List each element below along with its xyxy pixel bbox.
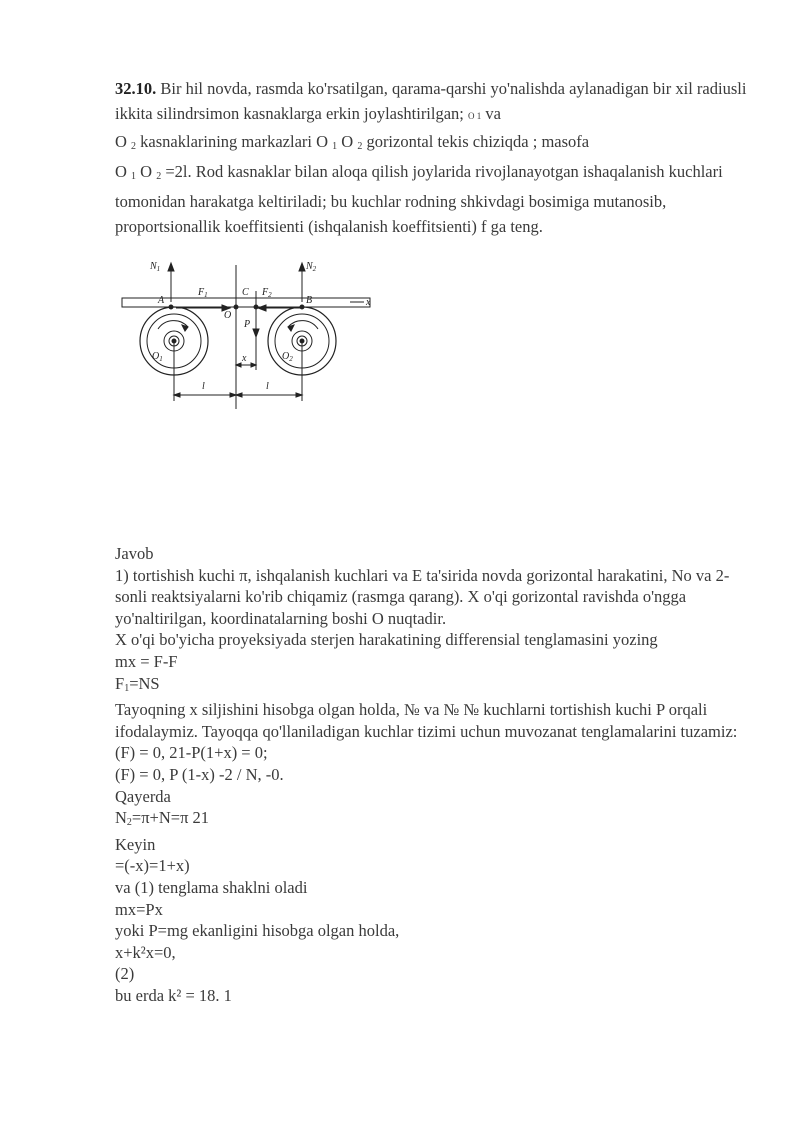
line2-sub2: 2 — [357, 141, 363, 152]
answer-paragraph-2: X o'qi bo'yicha proyeksiyada sterjen harakatining differensial tenglamasini yozing — [115, 630, 658, 650]
line2-rest: gorizontal tekis chiziqda ; masofa — [362, 132, 590, 151]
label-l-right: l — [266, 381, 269, 392]
equation-7: mx=Px — [115, 899, 163, 919]
label-c: C — [242, 287, 249, 298]
problem-text-2: va — [481, 104, 501, 123]
label-o: O — [224, 310, 232, 321]
label-b: B — [306, 295, 313, 306]
label-n1: $N_1$ — [150, 261, 161, 273]
problem-text-1: Bir hil novda, rasmda ko'rsatilgan, qarama-qarshi yo'nalishda aylanadigan bir xil radiusli ikkita silindrsimon kasnaklarga erkin joylashtirilgan; — [115, 79, 747, 123]
equation-4: (F) = 0, P (1-x) -2 / N, -0. — [115, 764, 284, 784]
line3-sub2: 2 — [156, 171, 162, 182]
equation-9: (2) — [115, 964, 135, 984]
label-x-axis: x — [366, 297, 371, 308]
answer-paragraph-1: 1) tortishish kuchi π, ishqalanish kuchlari va E ta'sirida novda gorizontal harakatini, No va 2-sonli reaktsiyalarni ko'rib chiqamiz (rasmga qarang). X o'qi gorizontal ravishda o'ngga yo'naltirilgan, koordinatalarning boshi O nuqtadir. — [115, 565, 730, 628]
problem-number: 32.10. — [115, 79, 157, 98]
equation-6: =(-x)=1+x) — [115, 856, 190, 876]
equation-8: x+k²x=0, — [115, 942, 176, 962]
line2-sub1: 1 — [332, 141, 338, 152]
equation-3: (F) = 0, 21-P(1+x) = 0; — [115, 743, 268, 763]
line2-text: kasnaklarining markazlari O — [136, 132, 333, 151]
answer-paragraph-5: yoki P=mg ekanligini hisobga olgan holda, — [115, 921, 400, 941]
label-o1: $O_1$ — [152, 351, 163, 363]
mechanics-figure — [118, 255, 378, 415]
equation-1: mx = F-F — [115, 651, 178, 671]
label-p: P — [244, 319, 251, 330]
line2-o2: O — [337, 132, 358, 151]
label-n2: $N_2$ — [306, 261, 317, 273]
answer-section — [115, 543, 755, 1006]
answer-paragraph-4: va (1) tenglama shaklni oladi — [115, 877, 308, 897]
equation-2: $F_1=NS$ — [115, 673, 160, 694]
label-f2: $F_2$ — [262, 287, 272, 299]
answer-paragraph-3: Tayoqning x siljishini hisobga olgan holda, № va № № kuchlarni tortishish kuchi P orqali ifodalaymiz. Tayoqqa qo'llaniladigan kuchlar tizimi uchun muvozanat tenglamalarini tuzamiz: — [115, 700, 738, 741]
line2-sub: 2 — [131, 141, 137, 152]
line2-o: O — [115, 132, 132, 151]
label-a: A — [158, 295, 165, 306]
o1-small-label: O 1 — [468, 111, 482, 121]
equation-5: $N_2=\pi+N=\pi$ 21 — [115, 808, 210, 829]
label-f1: $F_1$ — [198, 287, 208, 299]
line3-o: O — [115, 162, 132, 181]
answer-heading: Javob — [115, 544, 154, 563]
line3-rest: =2l. Rod kasnaklar bilan aloqa qilish joylarida rivojlanayotgan ishaqalanish kuchlari tomonidan harakatga keltiriladi; bu kuchlar rodning shkivdagi bosimiga mutanosib, proportsionallik koeffitsienti (ishqalanish koeffitsienti) f ga teng. — [115, 162, 723, 236]
where-label: Qayerda — [115, 786, 171, 806]
line3-o2: O — [136, 162, 157, 181]
label-l-left: l — [202, 381, 205, 392]
label-x-dist: x — [242, 353, 247, 364]
then-label: Keyin — [115, 834, 156, 854]
problem-statement — [115, 76, 755, 239]
answer-last-line: bu erda k² = 18. 1 — [115, 985, 232, 1005]
line3-sub1: 1 — [131, 171, 137, 182]
label-o2: $O_2$ — [282, 351, 293, 363]
